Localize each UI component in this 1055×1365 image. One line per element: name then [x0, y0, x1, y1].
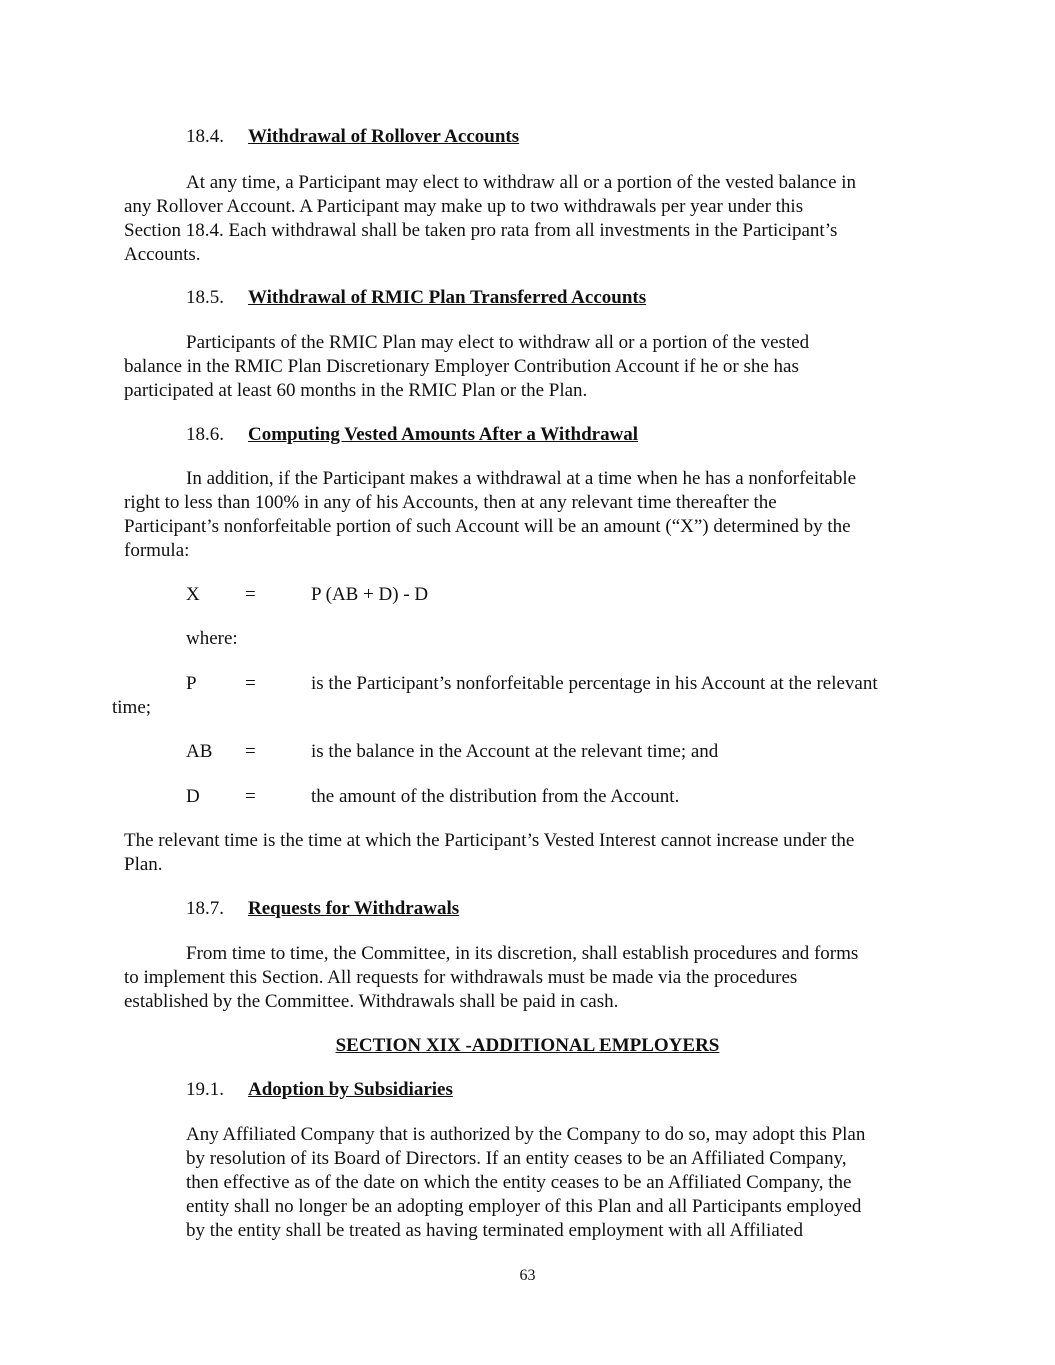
text-line: any Rollover Account. A Participant may make up to two withdrawals per year under this	[124, 196, 804, 217]
equals-sign: =	[245, 741, 256, 762]
equals-sign: =	[245, 584, 256, 605]
formula-row	[186, 583, 931, 607]
section-18-7-heading	[186, 897, 459, 921]
text-line: The relevant time is the time at which the Participant’s Vested Interest cannot increase under the	[124, 830, 855, 851]
section-xix-title: SECTION XIX -ADDITIONAL EMPLOYERS	[335, 1035, 720, 1056]
section-18-7-paragraph	[124, 942, 924, 1014]
section-number: 18.5.	[186, 287, 224, 308]
text-line: right to less than 100% in any of his Accounts, then at any relevant time thereafter the	[124, 492, 777, 513]
formula-variable: X	[186, 584, 200, 605]
equals-sign: =	[245, 786, 256, 807]
text-line: Participant’s nonforfeitable portion of such Account will be an amount (“X”) determined by the	[124, 516, 851, 537]
section-19-1-paragraph	[186, 1123, 931, 1243]
text-line: Section 18.4. Each withdrawal shall be taken pro rata from all investments in the Participant’s	[124, 220, 838, 241]
section-title: Withdrawal of RMIC Plan Transferred Accounts	[248, 287, 647, 308]
definition-row-p	[186, 672, 931, 696]
section-18-5-heading	[186, 286, 646, 310]
definition-variable: D	[186, 786, 200, 807]
text-line: formula:	[124, 540, 190, 561]
definition-text: is the balance in the Account at the relevant time; and	[311, 741, 719, 762]
page-number: 63	[519, 1267, 536, 1284]
section-xix-heading	[0, 1034, 1055, 1058]
text-line: by the entity shall be treated as having terminated employment with all Affiliated	[186, 1220, 803, 1241]
definition-variable: P	[186, 673, 197, 694]
text-line: by resolution of its Board of Directors. If an entity ceases to be an Affiliated Company,	[186, 1148, 847, 1169]
section-number: 18.7.	[186, 898, 224, 919]
text-line: established by the Committee. Withdrawals shall be paid in cash.	[124, 991, 619, 1012]
text-line: Accounts.	[124, 244, 201, 265]
text-line: Any Affiliated Company that is authorized by the Company to do so, may adopt this Plan	[186, 1124, 866, 1145]
definition-variable: AB	[186, 741, 213, 762]
section-18-6-heading	[186, 423, 638, 447]
definition-row-ab	[186, 740, 931, 764]
section-title: Computing Vested Amounts After a Withdrawal	[248, 424, 639, 445]
definition-row-d	[186, 785, 931, 809]
section-title: Withdrawal of Rollover Accounts	[248, 126, 520, 147]
text-line: balance in the RMIC Plan Discretionary Employer Contribution Account if he or she has	[124, 356, 799, 377]
section-18-6-paragraph	[124, 467, 924, 563]
text-line: to implement this Section. All requests for withdrawals must be made via the procedures	[124, 967, 798, 988]
definition-text: the amount of the distribution from the Account.	[311, 786, 680, 807]
text-line: participated at least 60 months in the RMIC Plan or the Plan.	[124, 380, 588, 401]
section-number: 18.6.	[186, 424, 224, 445]
text-line: entity shall no longer be an adopting employer of this Plan and all Participants employed	[186, 1196, 862, 1217]
section-18-4-paragraph	[124, 171, 924, 267]
where-text: where:	[186, 628, 238, 649]
section-18-5-paragraph	[124, 331, 924, 403]
equals-sign: =	[245, 673, 256, 694]
text-line: At any time, a Participant may elect to withdraw all or a portion of the vested balance in	[186, 172, 857, 193]
section-number: 19.1.	[186, 1079, 224, 1100]
text-line: In addition, if the Participant makes a withdrawal at a time when he has a nonforfeitable	[186, 468, 857, 489]
section-18-4-heading	[186, 125, 519, 149]
section-title: Requests for Withdrawals	[248, 898, 460, 919]
section-title: Adoption by Subsidiaries	[248, 1079, 453, 1100]
text-line: Participants of the RMIC Plan may elect to withdraw all or a portion of the vested	[186, 332, 810, 353]
relevant-time-paragraph	[124, 829, 934, 877]
definition-text: is the Participant’s nonforfeitable percentage in his Account at the relevant	[311, 673, 878, 694]
definition-wrap-text: time;	[112, 697, 152, 718]
where-label	[186, 627, 238, 651]
text-line: Plan.	[124, 854, 163, 875]
section-19-1-heading	[186, 1078, 453, 1102]
definition-wrap-line	[112, 696, 151, 720]
text-line: From time to time, the Committee, in its discretion, shall establish procedures and forms	[186, 943, 859, 964]
formula-expression: P (AB + D) - D	[311, 584, 429, 605]
text-line: then effective as of the date on which the entity ceases to be an Affiliated Company, the	[186, 1172, 852, 1193]
section-number: 18.4.	[186, 126, 224, 147]
